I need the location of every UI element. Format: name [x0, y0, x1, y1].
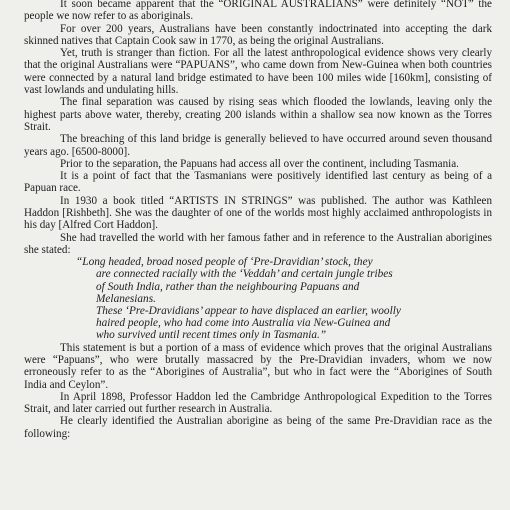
quote-line: “Long headed, broad nosed people of ‘Pre-Dravidian’ stock, they [76, 256, 373, 269]
paragraph: The final separation was caused by rising seas which flooded the lowlands, leaving only the highest parts above water, thereby, creating 200 islands within a shallow sea now known as the Torres Strait. [24, 96, 492, 133]
paragraph: For over 200 years, Australians have been constantly indoctrinated into accepting the dark skinned natives that Captain Cook saw in 1770, as being the original Australians. [24, 22, 492, 47]
quote-line: of South India, rather than the neighbouring Papuans and [96, 280, 360, 293]
paragraph: Yet, truth is stranger than fiction. For all the latest anthropological evidence shows very clearly that the original Australians were “PAPUANS”, who came down from New-Guinea when both countries were connected by a natural land bridge estimated to have been 100 miles wide [160km], consisting of vast lowlands and undulating hills. [24, 47, 492, 97]
quote-line: Melanesians. [96, 292, 156, 305]
quote-line: are connected racially with the ‘Veddah’ and certain jungle tribes [96, 268, 393, 281]
paragraph: The breaching of this land bridge is generally believed to have occurred around seven thousand years ago. [6500-8000]. [24, 133, 492, 158]
quote-line: haired people, who had come into Australia via New-Guinea and [96, 317, 391, 330]
paragraph: She had travelled the world with her famous father and in reference to the Australian aborigines she stated: [24, 231, 492, 256]
paragraph: He clearly identified the Australian aborigine as being of the same Pre-Dravidian race as the following: [24, 415, 492, 440]
paragraph: This statement is but a portion of a mass of evidence which proves that the original Australians were “Papuans”, who were brutally massacred by the Pre-Dravidian invaders, whom we now erroneously refer to as the “Aborigines of Australia”, but who in fact were the “Aborigines of South India and Ceylon”. [24, 341, 492, 391]
paragraph: It soon became apparent that the “ORIGINAL AUSTRALIANS” were definitely “NOT” the people we now refer to as aboriginals. [24, 0, 492, 23]
quote-line: who survived until recent times only in Tasmania.” [96, 329, 327, 342]
paragraph: Prior to the separation, the Papuans had access all over the continent, including Tasmania. [60, 157, 459, 170]
paragraph: In 1930 a book titled “ARTISTS IN STRINGS” was published. The author was Kathleen Haddon [Rishbeth]. She was the daughter of one of the worlds most highly acclaimed anthropologists in his day [Alfred Cort Haddon]. [24, 194, 492, 232]
block-quote [76, 256, 492, 341]
paragraph: It is a point of fact that the Tasmanians were positively identified last century as being of a Papuan race. [24, 170, 492, 195]
quote-line: These ‘Pre-Dravidians’ appear to have displaced an earlier, woolly [96, 305, 401, 318]
paragraph: In April 1898, Professor Haddon led the Cambridge Anthropological Expedition to the Torres Strait, and later carried out further research in Australia. [24, 390, 492, 416]
